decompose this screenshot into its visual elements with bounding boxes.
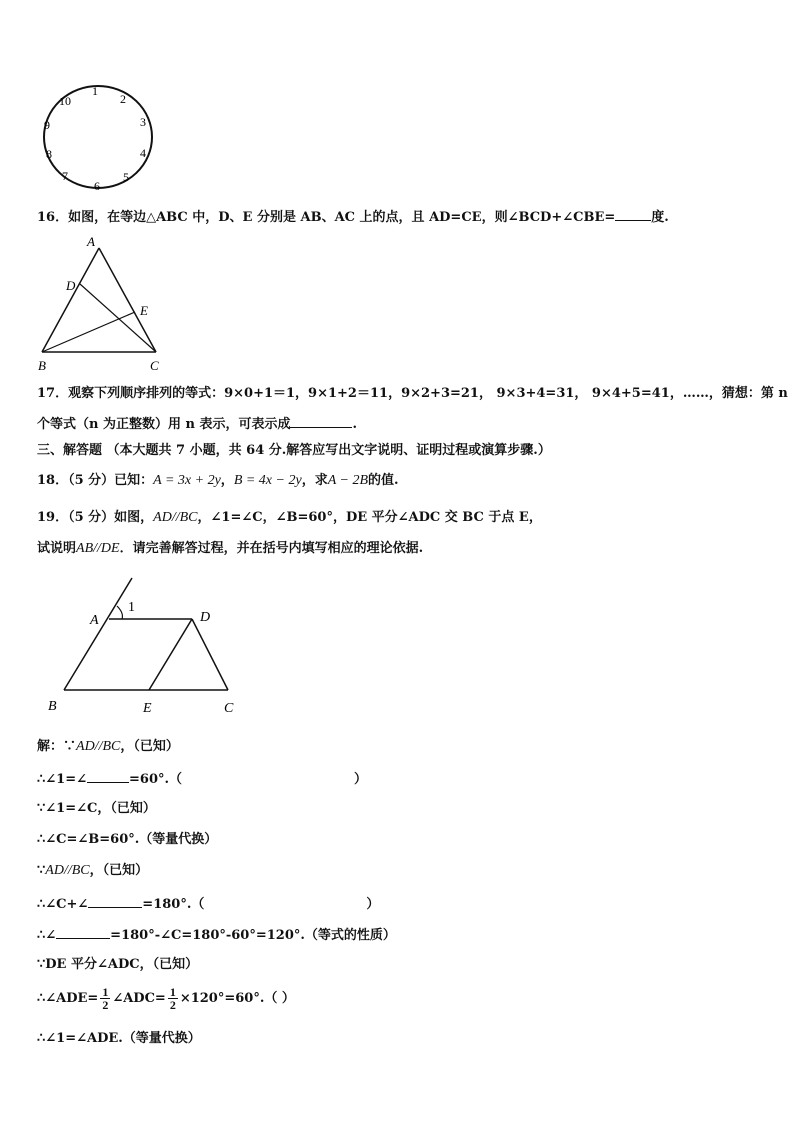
q16-suffix: 度. — [651, 210, 669, 225]
solution-line-2 — [37, 770, 367, 788]
q19-ab-parallel-de: AB//DE — [76, 541, 120, 556]
clock-number-7: 7 — [62, 169, 68, 183]
q18-expr-b: B = 4x − 2y — [233, 473, 302, 488]
label-b: B — [48, 699, 57, 714]
question-19-line2 — [37, 541, 423, 557]
question-18 — [37, 473, 399, 489]
s1-ad-parallel-bc: AD//BC — [76, 739, 121, 754]
label-e: E — [140, 303, 148, 318]
solution-line-10: ∴∠1=∠ADE.（等量代换） — [37, 1031, 201, 1046]
s9-angle-adc: ∠ADC= — [112, 991, 166, 1006]
solution-line-4: ∴∠C=∠B=60°.（等量代换） — [37, 832, 218, 847]
solution-line-8: ∵DE 平分∠ADC，（已知） — [37, 957, 199, 972]
q17-text: 个等式（n 为正整数）用 n 表示，可表示成 — [37, 417, 291, 432]
solution-line-9 — [37, 986, 295, 1011]
section-3-heading: 三、解答题 （本大题共 7 小题，共 64 分.解答应写出文字说明、证明过程或演算步骤.） — [37, 443, 551, 458]
clock-figure — [40, 82, 155, 194]
trapezoid-figure — [44, 573, 244, 718]
label-d: D — [200, 610, 211, 625]
label-e: E — [143, 701, 152, 716]
label-a: A — [87, 234, 95, 249]
fraction-denominator: 2 — [169, 998, 176, 1012]
label-b: B — [38, 358, 46, 373]
s1-reason: ，（已知） — [120, 739, 179, 754]
q18-mid: ，求 — [301, 473, 328, 488]
s2-angle-blank[interactable] — [87, 770, 129, 783]
label-c: C — [224, 701, 234, 716]
q19-ad-parallel-bc: AD//BC — [153, 510, 198, 525]
s2-close-paren: ） — [354, 772, 368, 787]
question-17-line1: 17．观察下列顺序排列的等式：9×0+1＝1，9×1+2＝11，9×2+3=21， 9×3+4=31， 9×4+5=41，……，猜想：第 n — [37, 386, 788, 401]
q19-prove-text: 试说明 — [37, 541, 77, 556]
q17-suffix: . — [352, 417, 358, 432]
s5-text: ∵ — [37, 863, 46, 878]
label-c: C — [150, 358, 159, 373]
fraction-denominator: 2 — [102, 998, 109, 1012]
question-19-line1 — [37, 510, 542, 526]
clock-number-4: 4 — [140, 146, 146, 160]
q18-sep: ， — [220, 473, 234, 488]
label-one: 1 — [128, 600, 135, 615]
clock-number-3: 3 — [140, 115, 146, 129]
label-d: D — [66, 278, 76, 293]
fraction-one-half-2 — [168, 986, 178, 1011]
s5-reason: ，（已知） — [89, 863, 149, 878]
solution-line-7 — [37, 926, 396, 944]
fraction-one-half-1 — [100, 986, 110, 1011]
q19-instruction: ．请完善解答过程，并在括号内填写相应的理论依据. — [119, 541, 424, 556]
fraction-numerator: 1 — [169, 985, 176, 999]
clock-number-10: 10 — [59, 94, 71, 108]
q18-suffix: 的值. — [368, 473, 399, 488]
triangle-figure — [34, 232, 169, 374]
s2-value: =60°.（ — [129, 772, 183, 787]
clock-number-6: 6 — [94, 179, 100, 193]
q19-prefix: 19．（5 分）如图， — [37, 510, 154, 525]
s6-close-paren: ） — [366, 897, 380, 912]
solution-line-5 — [37, 863, 148, 879]
s7-text: ∴∠ — [37, 928, 57, 943]
fraction-numerator: 1 — [102, 985, 109, 999]
label-a: A — [90, 613, 99, 628]
q18-prefix: 18．（5 分）已知： — [37, 473, 154, 488]
solution-line-1 — [37, 739, 179, 755]
s1-text: 解：∵ — [37, 739, 77, 754]
s2-text: ∴∠1=∠ — [37, 772, 87, 787]
q19-conditions: ，∠1=∠C，∠B=60°，DE 平分∠ADC 交 BC 于点 E， — [197, 510, 542, 525]
s6-text: ∴∠C+∠ — [37, 897, 89, 912]
s9-result: ×120°=60°.（ ） — [179, 991, 295, 1006]
clock-number-5: 5 — [123, 170, 129, 184]
s6-value: =180°.（ — [142, 897, 205, 912]
question-17-line2 — [37, 415, 357, 433]
question-16 — [37, 208, 669, 226]
clock-number-2: 2 — [120, 92, 126, 106]
q16-text: 16．如图，在等边△ABC 中，D、E 分别是 AB、AC 上的点，且 AD=CE，则∠BCD+∠CBE= — [37, 210, 616, 225]
solution-line-3: ∵∠1=∠C，（已知） — [37, 801, 156, 816]
clock-number-9: 9 — [44, 118, 50, 132]
s7-angle-blank[interactable] — [56, 926, 110, 939]
s9-text: ∴∠ADE= — [37, 991, 99, 1006]
q17-answer-blank[interactable] — [290, 415, 352, 428]
clock-number-1: 1 — [92, 84, 98, 98]
solution-line-6 — [37, 895, 379, 913]
q16-answer-blank[interactable] — [615, 208, 651, 221]
clock-number-8: 8 — [46, 147, 52, 161]
q18-expr-a: A = 3x + 2y — [153, 473, 221, 488]
s5-ad-parallel-bc: AD//BC — [45, 863, 90, 878]
q18-expr-c: A − 2B — [327, 473, 369, 488]
s6-angle-blank[interactable] — [88, 895, 142, 908]
s7-value: =180°-∠C=180°-60°=120°.（等式的性质） — [110, 928, 396, 943]
